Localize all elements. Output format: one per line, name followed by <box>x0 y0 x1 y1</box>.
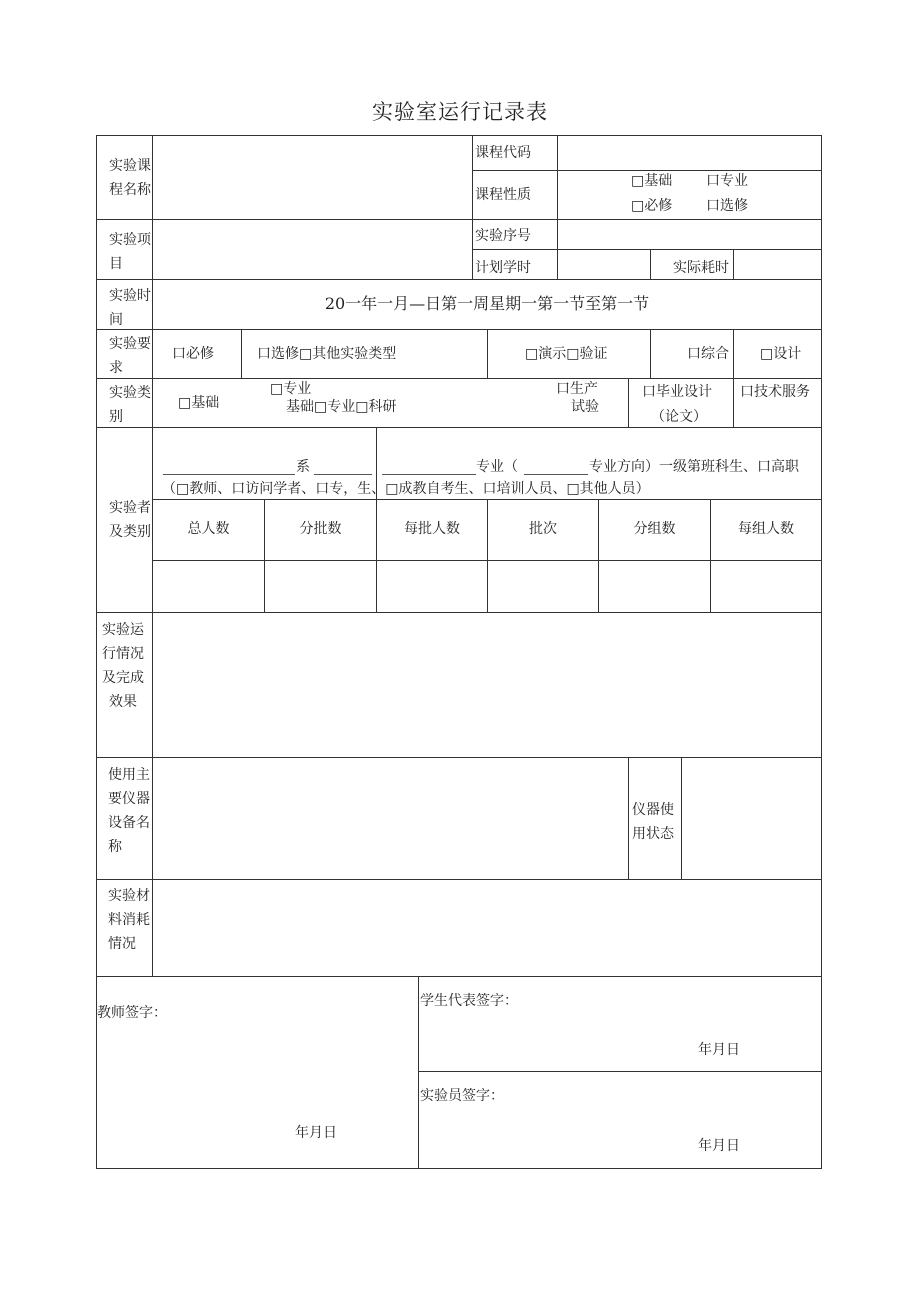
course-code-label: 课程代码 <box>475 145 531 161</box>
label-line: 及完成 <box>102 670 144 686</box>
rule <box>96 378 822 379</box>
rule <box>472 135 473 280</box>
lab-staff-signature-label: 实验员签字： <box>420 1088 504 1104</box>
operation-status-label <box>102 618 154 714</box>
border-right <box>821 135 822 1169</box>
req-comprehensive-checkbox[interactable]: 口综合 <box>687 346 729 362</box>
materials-field[interactable] <box>153 880 821 975</box>
nature-major-checkbox[interactable]: 口专业 <box>706 173 748 189</box>
req-elective-other-checkbox[interactable]: 口选修□其他实验类型 <box>257 346 397 362</box>
rule <box>733 378 734 428</box>
label-line: 设备名 <box>108 815 150 831</box>
label-line: 料消耗 <box>108 912 150 928</box>
border-bottom <box>96 1168 822 1169</box>
label-line: 仪器使 <box>632 802 674 818</box>
course-code-field[interactable] <box>558 136 820 169</box>
experiment-seq-field[interactable] <box>558 220 820 248</box>
plan-hours-field[interactable] <box>558 250 649 278</box>
header-per-group: 每组人数 <box>738 521 794 537</box>
experiment-item-field[interactable] <box>153 220 471 278</box>
header-batches: 分批数 <box>299 521 342 537</box>
department-suffix: 系 <box>296 459 310 475</box>
rule <box>628 378 629 428</box>
equipment-status-field[interactable] <box>682 758 820 878</box>
cat-graduation-checkbox[interactable]: 口毕业设计 <box>642 384 712 400</box>
rule <box>96 427 822 428</box>
nature-basic-checkbox[interactable]: □基础 <box>631 173 673 189</box>
experiment-seq-label: 实验序号 <box>475 228 531 244</box>
header-per-batch: 每批人数 <box>404 521 460 537</box>
per-group-field[interactable] <box>711 561 821 612</box>
rule <box>487 329 488 379</box>
rule <box>650 329 651 379</box>
department-blank[interactable] <box>163 474 295 475</box>
rule <box>418 976 419 1169</box>
major-blank[interactable] <box>382 474 476 475</box>
teacher-signature-label: 教师签字： <box>97 1005 167 1021</box>
per-batch-field[interactable] <box>377 561 487 612</box>
form-title: 实验室运行记录表 <box>372 100 548 124</box>
rule <box>628 757 629 880</box>
label-line: 使用主 <box>108 767 150 783</box>
label-line: 称 <box>108 839 122 855</box>
department-blank-tail <box>314 474 372 475</box>
lab-staff-signature-field[interactable] <box>420 1107 820 1133</box>
label-line: 实验类 <box>109 385 151 401</box>
req-design-checkbox[interactable]: □设计 <box>760 346 802 362</box>
label-line: 别 <box>109 409 123 425</box>
experiment-requirement-label <box>109 332 161 380</box>
rule <box>96 329 822 330</box>
total-field[interactable] <box>153 561 264 612</box>
cat-basic-checkbox[interactable]: □基础 <box>178 395 220 411</box>
cat-tech-service-checkbox[interactable]: 口技术服务 <box>740 384 810 400</box>
label-line: 实验者 <box>109 500 151 516</box>
rule <box>96 279 822 280</box>
label-line: 求 <box>109 360 123 376</box>
cat-major-checkbox[interactable]: □专业 <box>270 381 312 397</box>
label-line: 实验时 <box>109 288 151 304</box>
student-signature-label: 学生代表签字： <box>420 993 518 1009</box>
rule <box>650 249 651 280</box>
label-line: 实验要 <box>109 336 151 352</box>
experiment-category-label <box>109 381 161 429</box>
direction-blank[interactable] <box>524 474 588 475</box>
label-line: 情况 <box>108 936 136 952</box>
label-line: 行情况 <box>102 646 144 662</box>
direction-text: 专业方向）一级第班科生、口高职 <box>589 459 799 475</box>
student-signature-field[interactable] <box>420 1012 820 1038</box>
header-groups: 分组数 <box>633 521 676 537</box>
nature-required-checkbox[interactable]: □必修 <box>631 198 673 214</box>
label-line: 用状态 <box>632 826 674 842</box>
experiment-time-text[interactable]: 20一年一月—日第一周星期一第一节至第一节 <box>324 294 650 313</box>
student-date: 年月日 <box>698 1042 740 1058</box>
equipment-status-label <box>632 798 684 846</box>
plan-hours-label: 计划学时 <box>475 260 531 276</box>
operation-status-field[interactable] <box>153 613 821 756</box>
batches-field[interactable] <box>265 561 376 612</box>
label-line: 要仪器 <box>108 791 150 807</box>
cat-basic-major-research-checkbox[interactable]: 基础□专业□科研 <box>286 399 397 415</box>
groups-field[interactable] <box>599 561 710 612</box>
rule <box>241 329 242 379</box>
label-line: 实验课 <box>109 158 151 174</box>
rule <box>733 329 734 379</box>
label-line: 及类别 <box>109 524 151 540</box>
label-line: 实验材 <box>108 888 150 904</box>
nature-elective-checkbox[interactable]: 口选修 <box>706 198 748 214</box>
course-nature-label: 课程性质 <box>475 187 531 203</box>
label-line: 间 <box>109 312 123 328</box>
actual-hours-field[interactable] <box>734 250 820 278</box>
label-line: 程名称 <box>109 182 151 198</box>
cat-graduation-line2: （论文） <box>651 409 707 425</box>
rule <box>418 1071 822 1072</box>
equipment-field[interactable] <box>153 758 627 878</box>
label-line: 实验运 <box>102 622 144 638</box>
major-text: 专业（ <box>476 459 518 475</box>
rule <box>96 976 822 977</box>
batch-count-field[interactable] <box>488 561 598 612</box>
actual-hours-label: 实际耗时 <box>673 260 729 276</box>
req-demo-verify-checkbox[interactable]: □演示□验证 <box>525 346 608 362</box>
header-batch-count: 批次 <box>529 521 557 537</box>
req-required-checkbox[interactable]: 口必修 <box>172 346 214 362</box>
label-line: 目 <box>109 256 123 272</box>
header-total: 总人数 <box>187 521 230 537</box>
teacher-signature-field[interactable] <box>97 1025 417 1115</box>
label-line: 实验项 <box>109 232 151 248</box>
course-name-field[interactable] <box>153 136 471 218</box>
cat-production-checkbox[interactable]: 口生产 <box>556 381 598 397</box>
participant-types-text[interactable]: （□教师、口访问学者、口专，生、□成教自考生、口培训人员、□其他人员） <box>162 481 650 497</box>
label-line: 效果 <box>109 694 137 710</box>
lab-staff-date: 年月日 <box>698 1138 740 1154</box>
teacher-date: 年月日 <box>295 1125 337 1141</box>
cat-production-line2: 试验 <box>571 399 599 415</box>
